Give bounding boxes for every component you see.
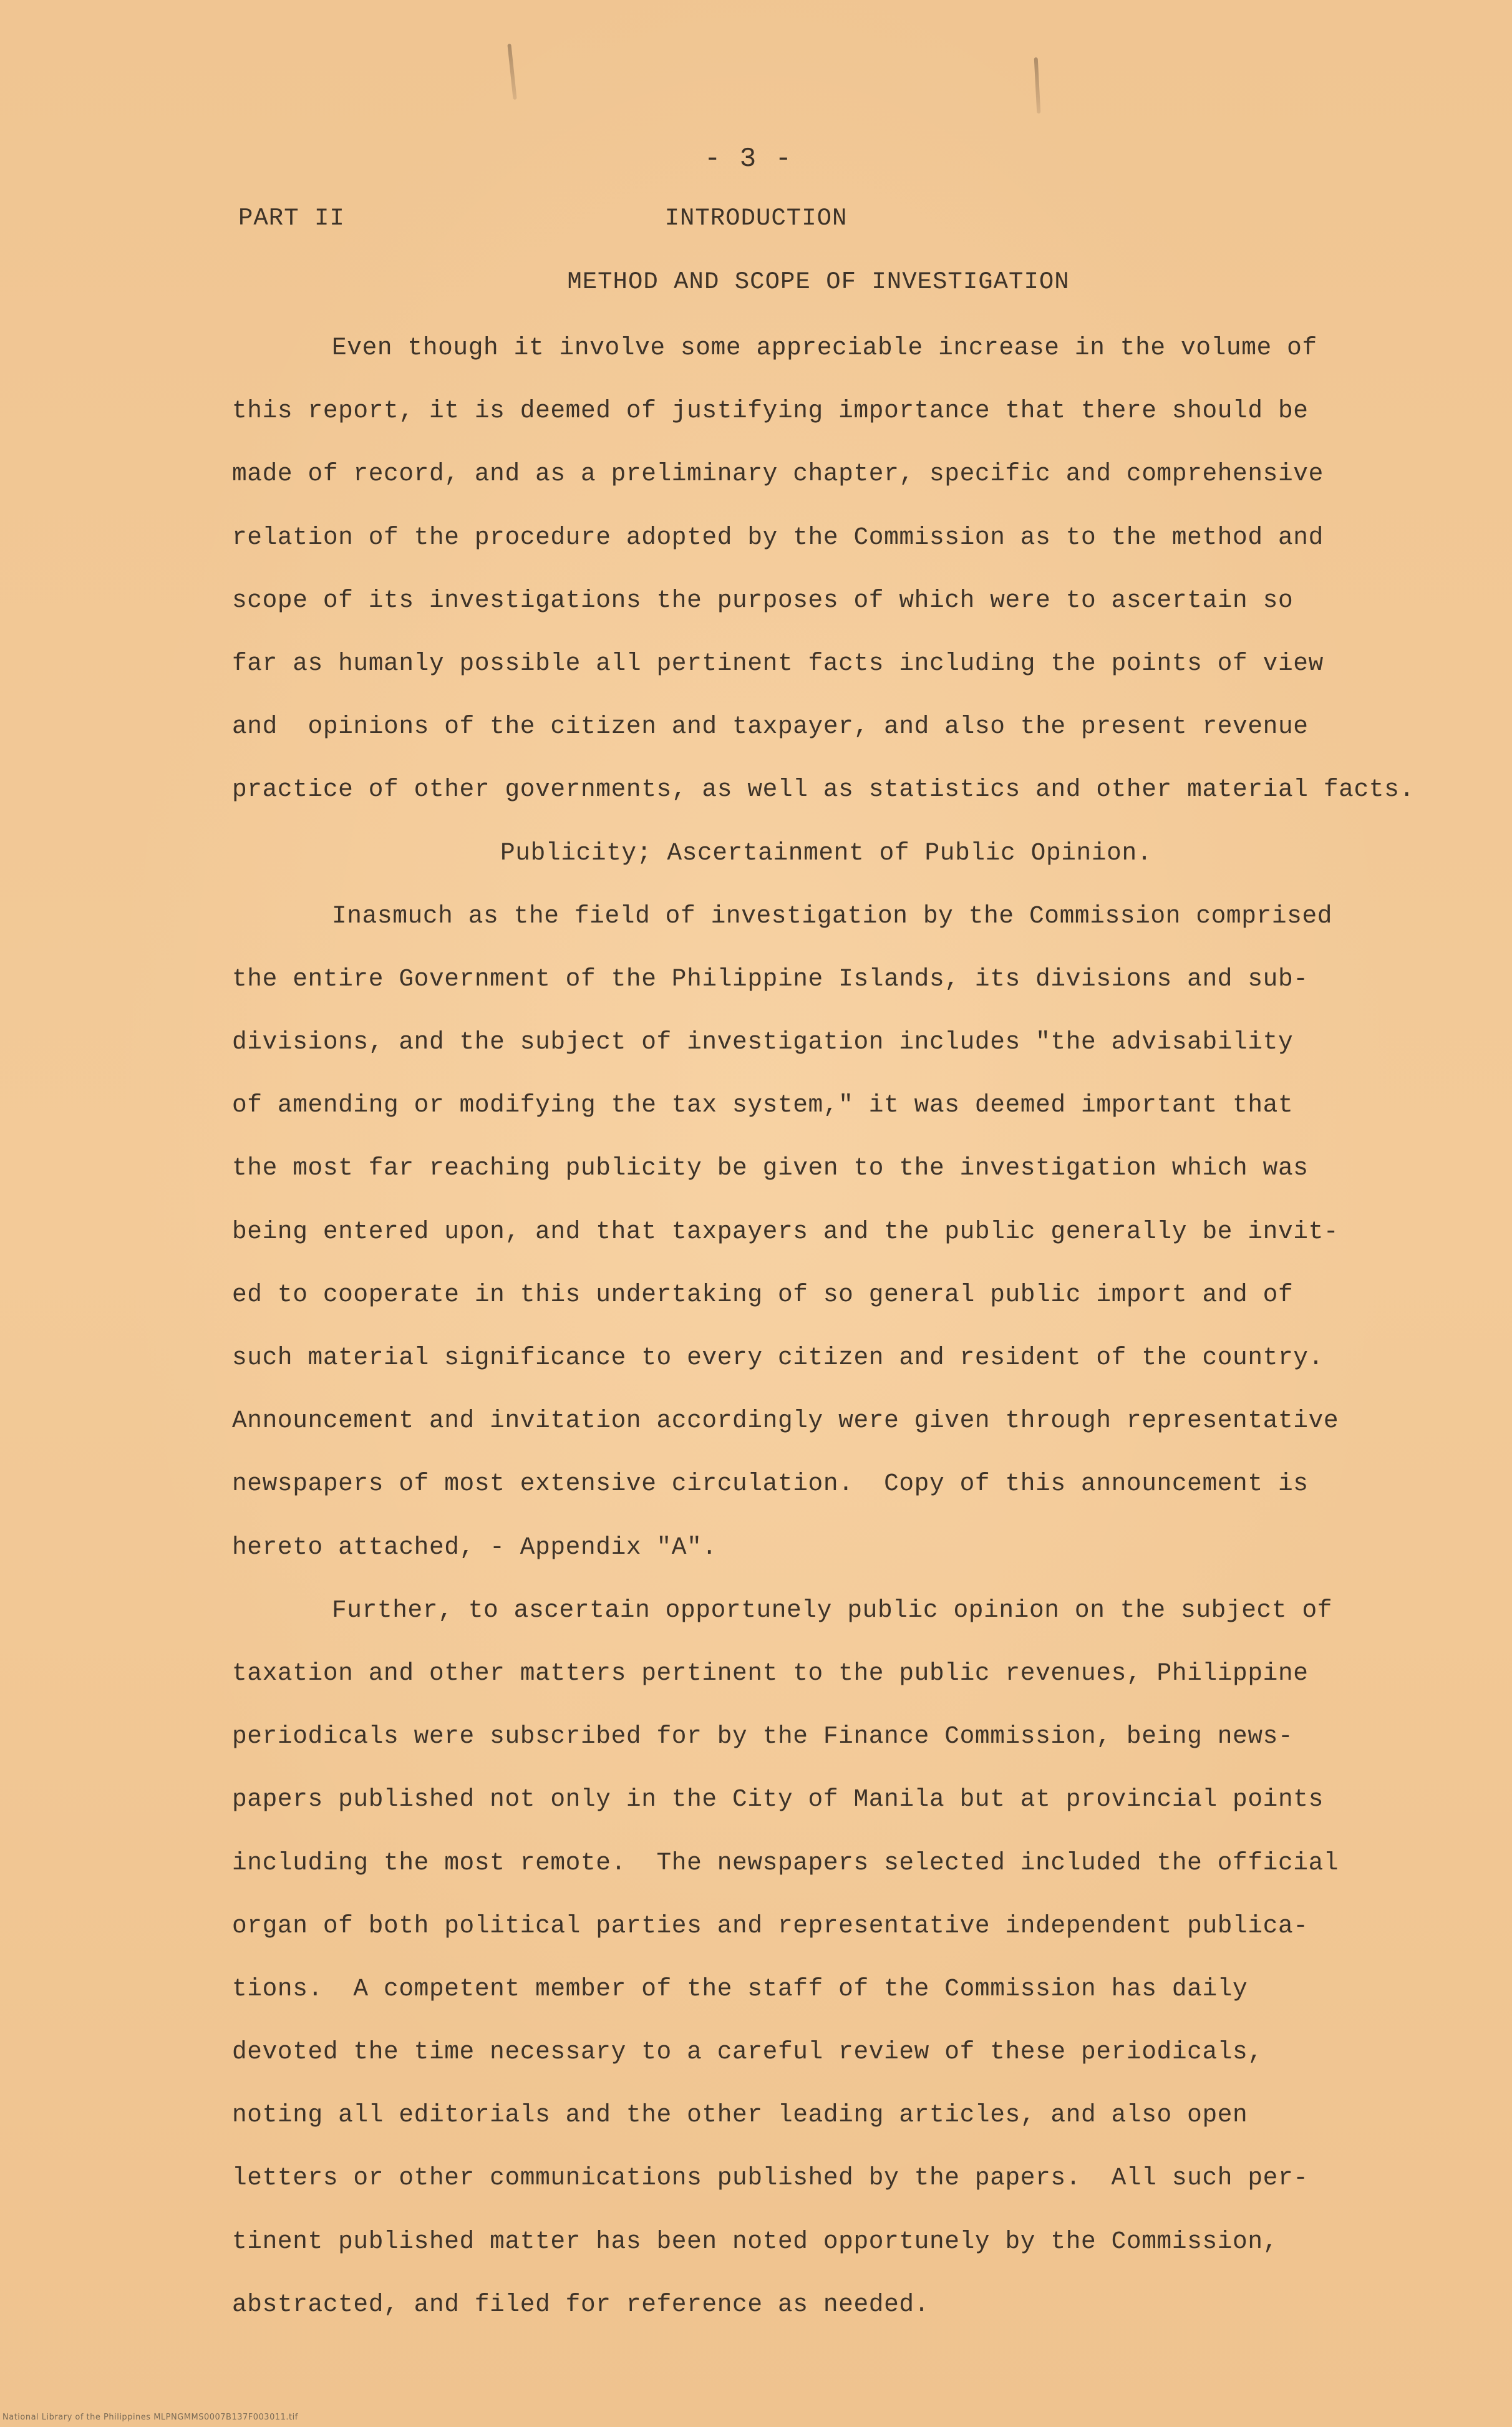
text-line: Inasmuch as the field of investigation by the Commission comprised xyxy=(332,901,1333,930)
text-line: made of record, and as a preliminary chapter, specific and comprehensive xyxy=(232,460,1324,488)
text-line: this report, it is deemed of justifying importance that there should be xyxy=(232,397,1309,425)
text-line: relation of the procedure adopted by the Commission as to the method and xyxy=(232,523,1324,551)
text-line: taxation and other matters pertinent to the public revenues, Philippine xyxy=(232,1659,1309,1687)
section-subtitle: METHOD AND SCOPE OF INVESTIGATION xyxy=(567,268,1070,296)
text-line: tions. A competent member of the staff of the Commission has daily xyxy=(232,1974,1248,2003)
text-line: hereto attached, - Appendix "A". xyxy=(232,1533,717,1561)
text-line: including the most remote. The newspapers selected included the official xyxy=(232,1848,1339,1877)
text-line: the most far reaching publicity be given to the investigation which was xyxy=(232,1154,1309,1183)
staple-mark xyxy=(1034,57,1041,114)
text-line: of amending or modifying the tax system," it was deemed important that xyxy=(232,1091,1294,1120)
text-line: scope of its investigations the purposes of which were to ascertain so xyxy=(232,586,1294,614)
text-line: and opinions of the citizen and taxpayer, and also the present revenue xyxy=(232,712,1309,741)
part-label: PART II xyxy=(238,205,345,232)
text-line: far as humanly possible all pertinent facts including the points of view xyxy=(232,649,1324,677)
page-number: - 3 - xyxy=(704,143,793,175)
text-line: tinent published matter has been noted opportunely by the Commission, xyxy=(232,2227,1278,2255)
text-line: Announcement and invitation accordingly were given through representative xyxy=(232,1407,1339,1435)
archive-footer: National Library of the Philippines MLPNGMMS0007B137F003011.tif xyxy=(2,2413,298,2422)
text-line: organ of both political parties and representative independent publica- xyxy=(232,1911,1309,1940)
subsection-heading: Publicity; Ascertainment of Public Opinion. xyxy=(500,838,1153,867)
text-line: practice of other governments, as well as statistics and other material facts. xyxy=(232,775,1415,804)
text-line: abstracted, and filed for reference as needed. xyxy=(232,2290,929,2318)
text-line: devoted the time necessary to a careful review of these periodicals, xyxy=(232,2038,1263,2066)
body-text xyxy=(232,329,1455,2349)
text-line: such material significance to every citizen and resident of the country. xyxy=(232,1344,1324,1372)
text-line: newspapers of most extensive circulation. Copy of this announcement is xyxy=(232,1470,1309,1498)
staple-mark xyxy=(507,44,516,100)
section-title: INTRODUCTION xyxy=(664,205,848,232)
text-line: the entire Government of the Philippine Islands, its divisions and sub- xyxy=(232,964,1309,993)
text-line: periodicals were subscribed for by the Finance Commission, being news- xyxy=(232,1722,1294,1751)
text-line: Further, to ascertain opportunely public opinion on the subject of xyxy=(332,1596,1333,1624)
text-line: ed to cooperate in this undertaking of so general public import and of xyxy=(232,1280,1294,1309)
text-line: letters or other communications published by the papers. All such per- xyxy=(232,2164,1309,2192)
text-line: Even though it involve some appreciable increase in the volume of xyxy=(332,334,1317,362)
text-line: divisions, and the subject of investigation includes "the advisability xyxy=(232,1028,1294,1057)
text-line: being entered upon, and that taxpayers and the public generally be invit- xyxy=(232,1217,1339,1246)
text-line: papers published not only in the City of Manila but at provincial points xyxy=(232,1785,1324,1814)
text-line: noting all editorials and the other leading articles, and also open xyxy=(232,2101,1248,2129)
